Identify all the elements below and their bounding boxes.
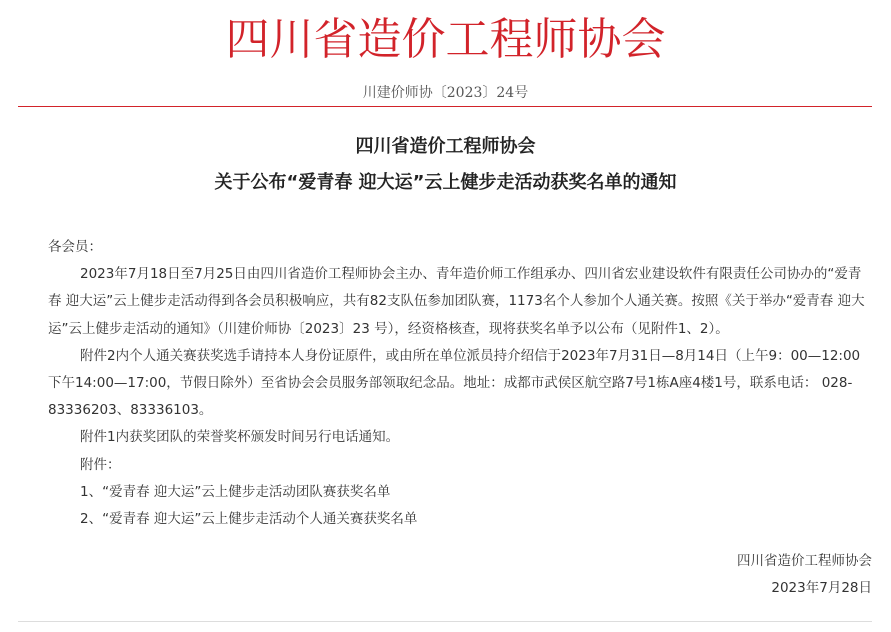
red-header-divider — [18, 106, 872, 107]
notice-body — [48, 234, 872, 533]
attachments-label: 附件： — [80, 456, 121, 473]
attachment-item: 2、“爱青春 迎大运”云上健步走活动个人通关赛获奖名单 — [80, 511, 418, 528]
org-banner-title: 四川省造价工程师协会 — [225, 14, 666, 65]
signature-block — [737, 548, 872, 602]
document-number: 川建价师协〔2023〕24号 — [362, 85, 529, 101]
signature-org: 四川省造价工程师协会 — [737, 553, 872, 569]
body-paragraph: 附件2内个人通关赛获奖选手请持本人身份证原件，或由所在单位派员持介绍信于2023年7月31日—8月14日（上午9：00—12:00 下午14:00—17:00，节假日除外）至省协会会员服务部领取纪念品。地址：成都市武侯区航空路7号1栋A座4楼1号，联系电话： 028-83336203、83336103。 — [48, 347, 861, 419]
footer-divider — [18, 621, 872, 622]
attachment-item: 1、“爱青春 迎大运”云上健步走活动团队赛获奖名单 — [80, 483, 391, 500]
notice-heading — [0, 129, 891, 201]
signature-date: 2023年7月28日 — [771, 580, 872, 596]
body-paragraph: 2023年7月18日至7月25日由四川省造价工程师协会主办、青年造价师工作组承办、四川省宏业建设软件有限责任公司协办的“爱青春 迎大运”云上健步走活动得到各会员积极响应，共有82支队伍参加团队赛，1173名个人参加个人通关赛。按照《关于举办“爱青春 迎大运”云上健步走活动的通知》（川建价师协〔2023〕23 号），经资格核查，现将获奖名单予以公布（见附件1、2）。 — [48, 266, 865, 337]
notice-issuer: 四川省造价工程师协会 — [355, 136, 536, 157]
body-paragraph: 附件1内获奖团队的荣誉奖杯颁发时间另行电话通知。 — [80, 429, 400, 446]
notice-title: 关于公布“爱青春 迎大运”云上健步走活动获奖名单的通知 — [214, 172, 677, 193]
salutation: 各会员： — [48, 239, 102, 255]
